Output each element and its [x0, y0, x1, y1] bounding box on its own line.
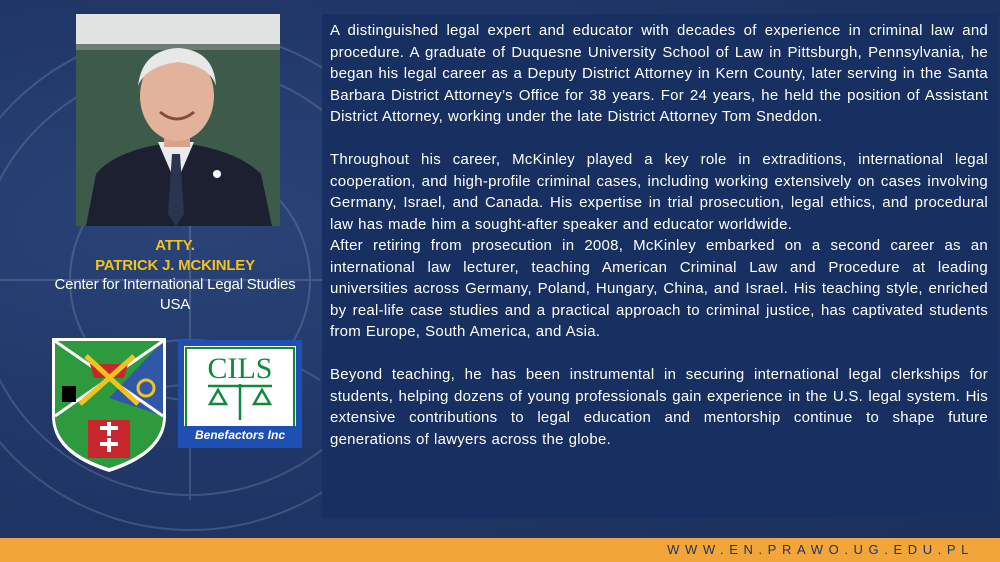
bio-paragraph: A distinguished legal expert and educator with decades of experience in criminal law and procedure. A graduate of Duquesne University School of Law in Pittsburgh, Pennsylvania, he began his legal career as a Deputy District Attorney in Kern County, later serving in the Santa Barbara District Attorney’s Office for 38 years. For 24 years, he held the position of Assistant District Attorney, working under the late District Attorney Tom Sneddon.: [330, 22, 988, 125]
faculty-crest-icon: [50, 336, 168, 474]
bio-panel: [322, 14, 998, 518]
bio-paragraph: After retiring from prosecution in 2008, McKinley embarked on a second career as an international law lecturer, teaching American Criminal Law and Procedure at leading universities across Germany, Poland, Hungary, China, and Israel. His teaching style, enriched by real-life case studies and a practical approach to criminal justice, has captivated students from Europe, South America, and Asia.: [330, 237, 988, 340]
speaker-name: PATRICK J. MCKINLEY: [95, 256, 255, 274]
bio-paragraph: Throughout his career, McKinley played a key role in extraditions, international legal cooperation, and high-profile criminal cases, including working extensively on cases involving Germany, Israel, and Canada. His expertise in trial prosecution, legal ethics, and procedural law has made him a sought-after speaker and educator worldwide.: [330, 151, 988, 233]
speaker-country: USA: [159, 295, 191, 313]
speaker-info: [10, 236, 340, 314]
cils-logo-icon: [178, 340, 302, 448]
footer-url: WWW.EN.PRAWO.UG.EDU.PL: [667, 542, 974, 557]
cils-logo-subtext: Benefactors Inc: [194, 428, 286, 442]
cils-logo-text: CILS: [207, 352, 273, 385]
bio-paragraph: Beyond teaching, he has been instrumental in securing international legal clerkships for students, helping dozens of young professionals gain experience in the U.S. legal system. His extensive contributions to legal education and mentorship continue to shape future generations of lawyers across the globe.: [330, 366, 988, 448]
speaker-affiliation: Center for International Legal Studies: [54, 276, 296, 293]
speaker-photo: [76, 14, 280, 226]
speaker-title: ATTY.: [155, 237, 195, 254]
footer-bar: [0, 538, 1000, 562]
